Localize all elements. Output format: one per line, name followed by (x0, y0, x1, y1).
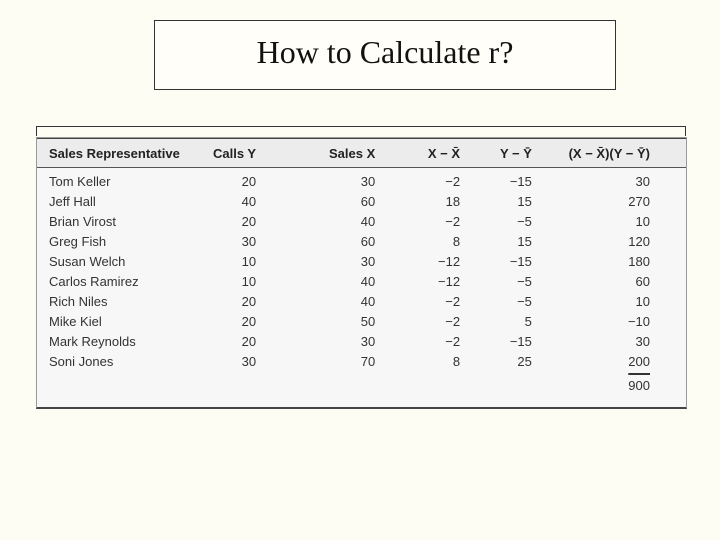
product-value: 120 (628, 234, 650, 249)
product-value: 10 (635, 294, 650, 309)
y-deviation-value: 15 (517, 234, 532, 249)
table-row (37, 312, 686, 332)
x-deviation-value: −12 (438, 274, 461, 289)
sales-value: 60 (360, 234, 376, 249)
table-row (37, 212, 686, 232)
product-value: 270 (628, 194, 650, 209)
rep-name: Tom Keller (49, 174, 111, 189)
x-deviation-value: 8 (452, 354, 461, 369)
sales-value: 40 (360, 274, 376, 289)
calls-value: 20 (241, 214, 257, 229)
title-box (154, 20, 616, 90)
slide-title: How to Calculate r? (256, 33, 514, 70)
x-deviation-value: −12 (438, 254, 461, 269)
header-product: (X − X̄)(Y − Ȳ) (552, 139, 686, 168)
y-deviation-value: −5 (517, 214, 532, 229)
table-row (37, 168, 686, 193)
table-row (37, 192, 686, 212)
product-value: 30 (635, 334, 650, 349)
y-deviation-value: −15 (509, 174, 532, 189)
table-row (37, 332, 686, 352)
calls-value: 30 (241, 234, 257, 249)
calls-value: 20 (241, 294, 257, 309)
table-image (36, 137, 687, 409)
table-row (37, 292, 686, 312)
product-value: 30 (635, 174, 650, 189)
header-row (37, 139, 686, 168)
rep-name: Mark Reynolds (49, 334, 136, 349)
product-value: 180 (628, 254, 650, 269)
rep-name: Jeff Hall (49, 194, 96, 209)
sales-value: 30 (360, 254, 376, 269)
sales-value: 70 (360, 354, 376, 369)
rep-name: Brian Virost (49, 214, 116, 229)
calls-value: 20 (241, 174, 257, 189)
data-table (37, 138, 686, 400)
x-deviation-value: 18 (445, 194, 461, 209)
rep-name: Carlos Ramirez (49, 274, 139, 289)
calls-value: 30 (241, 354, 257, 369)
rep-name: Greg Fish (49, 234, 107, 249)
sales-value: 40 (360, 214, 376, 229)
sales-value: 30 (360, 334, 376, 349)
calls-value: 40 (241, 194, 257, 209)
rep-name: Susan Welch (49, 254, 126, 269)
header-y-deviation: Y − Ȳ (480, 139, 552, 168)
y-deviation-value: −5 (517, 294, 532, 309)
y-deviation-value: −15 (509, 254, 532, 269)
x-deviation-value: −2 (445, 334, 461, 349)
y-deviation-value: 15 (517, 194, 532, 209)
x-deviation-value: −2 (445, 214, 461, 229)
calls-value: 10 (241, 274, 257, 289)
table-row (37, 232, 686, 252)
calls-value: 20 (241, 334, 257, 349)
product-value: 10 (635, 214, 650, 229)
y-deviation-value: −5 (517, 274, 532, 289)
header-x-deviation: X − X̄ (407, 139, 480, 168)
calls-value: 20 (241, 314, 257, 329)
sales-value: 40 (360, 294, 376, 309)
header-calls: Calls Y (180, 139, 310, 168)
calls-value: 10 (241, 254, 257, 269)
rep-name: Rich Niles (49, 294, 108, 309)
sales-value: 60 (360, 194, 376, 209)
product-value: −10 (627, 314, 650, 329)
rep-name: Mike Kiel (49, 314, 102, 329)
header-sales-representative: Sales Representative (37, 139, 180, 168)
table-row (37, 272, 686, 292)
rep-name: Soni Jones (49, 354, 114, 369)
total-row (37, 372, 686, 400)
x-deviation-value: −2 (445, 174, 461, 189)
y-deviation-value: 5 (524, 314, 532, 329)
x-deviation-value: 8 (452, 234, 461, 249)
product-value: 60 (635, 274, 650, 289)
table-row (37, 252, 686, 272)
y-deviation-value: 25 (517, 354, 532, 369)
sales-value: 30 (360, 174, 376, 189)
x-deviation-value: −2 (445, 314, 461, 329)
y-deviation-value: −15 (509, 334, 532, 349)
product-value: 200 (628, 354, 650, 369)
header-sales: Sales X (310, 139, 407, 168)
bracket-line (36, 126, 686, 136)
table-row (37, 352, 686, 372)
total-value: 900 (628, 378, 650, 393)
sales-value: 50 (360, 314, 376, 329)
x-deviation-value: −2 (445, 294, 461, 309)
